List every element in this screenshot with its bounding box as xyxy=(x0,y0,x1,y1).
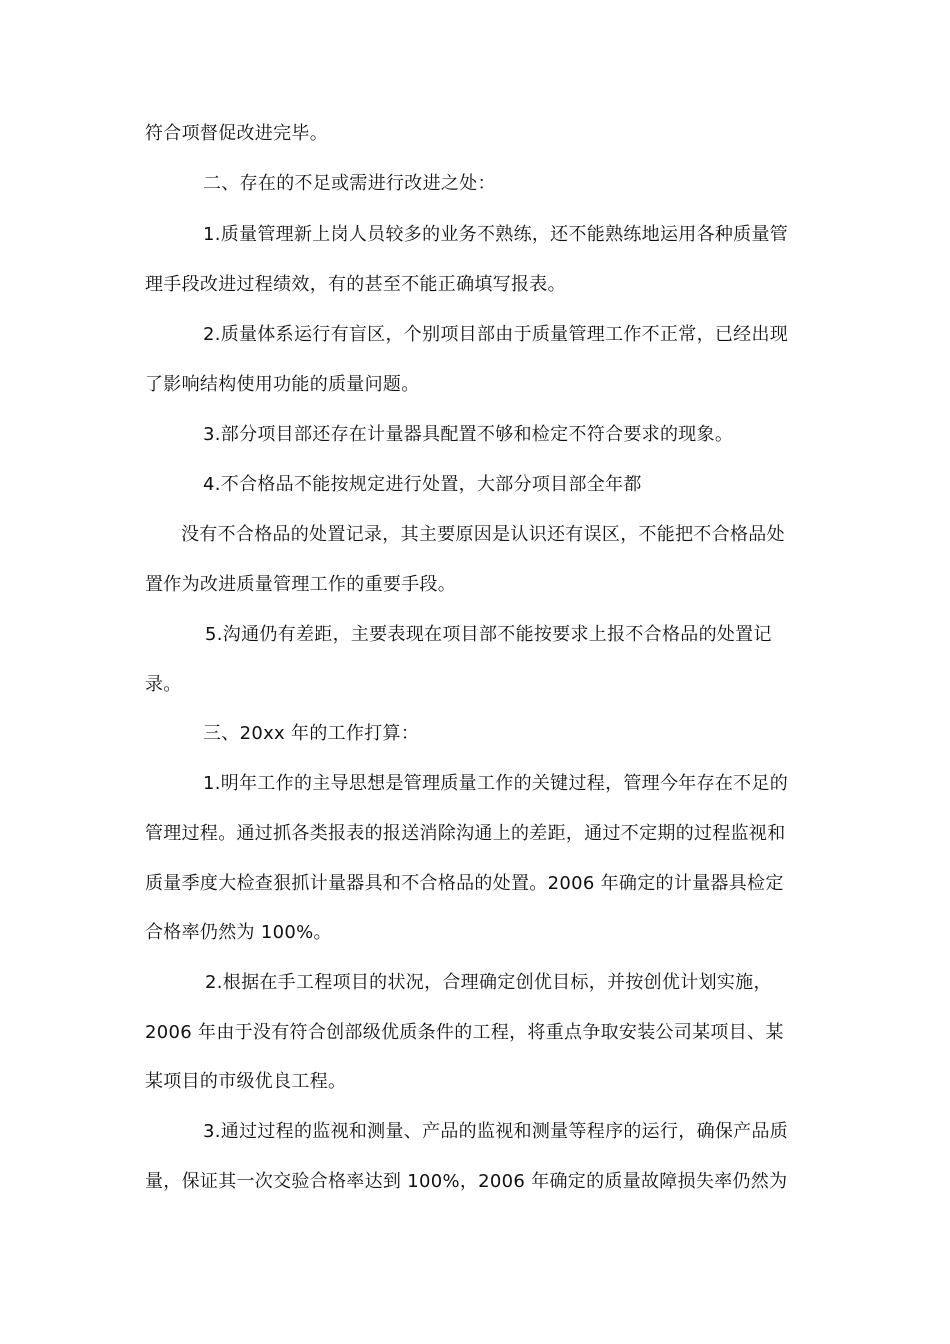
text-line: 2.根据在手工程项目的状况，合理确定创优目标，并按创优计划实施， xyxy=(205,972,772,993)
section-heading: 三、20xx 年的工作打算： xyxy=(203,723,420,744)
text-line: 理手段改进过程绩效，有的甚至不能正确填写报表。 xyxy=(145,274,566,295)
text-line: 4.不合格品不能按规定进行处置，大部分项目部全年都 xyxy=(203,474,642,495)
text-line: 合格率仍然为 100%。 xyxy=(145,922,332,943)
text-line: 1.明年工作的主导思想是管理质量工作的关键过程，管理今年存在不足的 xyxy=(203,773,789,794)
text-line: 量，保证其一次交验合格率达到 100%，2006 年确定的质量故障损失率仍然为 xyxy=(145,1171,788,1192)
text-line: 符合项督促改进完毕。 xyxy=(145,123,328,144)
text-line: 5.沟通仍有差距，主要表现在项目部不能按要求上报不合格品的处置记 xyxy=(205,624,772,645)
text-line: 2006 年由于没有符合创部级优质条件的工程，将重点争取安装公司某项目、某 xyxy=(145,1022,784,1043)
section-heading: 二、存在的不足或需进行改进之处： xyxy=(203,173,496,194)
text-line: 置作为改进质量管理工作的重要手段。 xyxy=(145,574,457,595)
text-line: 1.质量管理新上岗人员较多的业务不熟练，还不能熟练地运用各种质量管 xyxy=(203,224,789,245)
text-line: 3.通过过程的监视和测量、产品的监视和测量等程序的运行，确保产品质 xyxy=(203,1121,789,1142)
text-line: 质量季度大检查狠抓计量器具和不合格品的处置。2006 年确定的计量器具检定 xyxy=(145,873,784,894)
text-line: 管理过程。通过抓各类报表的报送消除沟通上的差距，通过不定期的过程监视和 xyxy=(145,823,786,844)
text-line: 3.部分项目部还存在计量器具配置不够和检定不符合要求的现象。 xyxy=(203,424,734,445)
text-line: 了影响结构使用功能的质量问题。 xyxy=(145,374,420,395)
text-line: 某项目的市级优良工程。 xyxy=(145,1071,347,1092)
text-line: 2.质量体系运行有盲区，个别项目部由于质量管理工作不正常，已经出现 xyxy=(203,324,789,345)
text-line: 没有不合格品的处置记录，其主要原因是认识还有误区，不能把不合格品处 xyxy=(181,524,785,545)
text-line: 录。 xyxy=(145,674,182,695)
